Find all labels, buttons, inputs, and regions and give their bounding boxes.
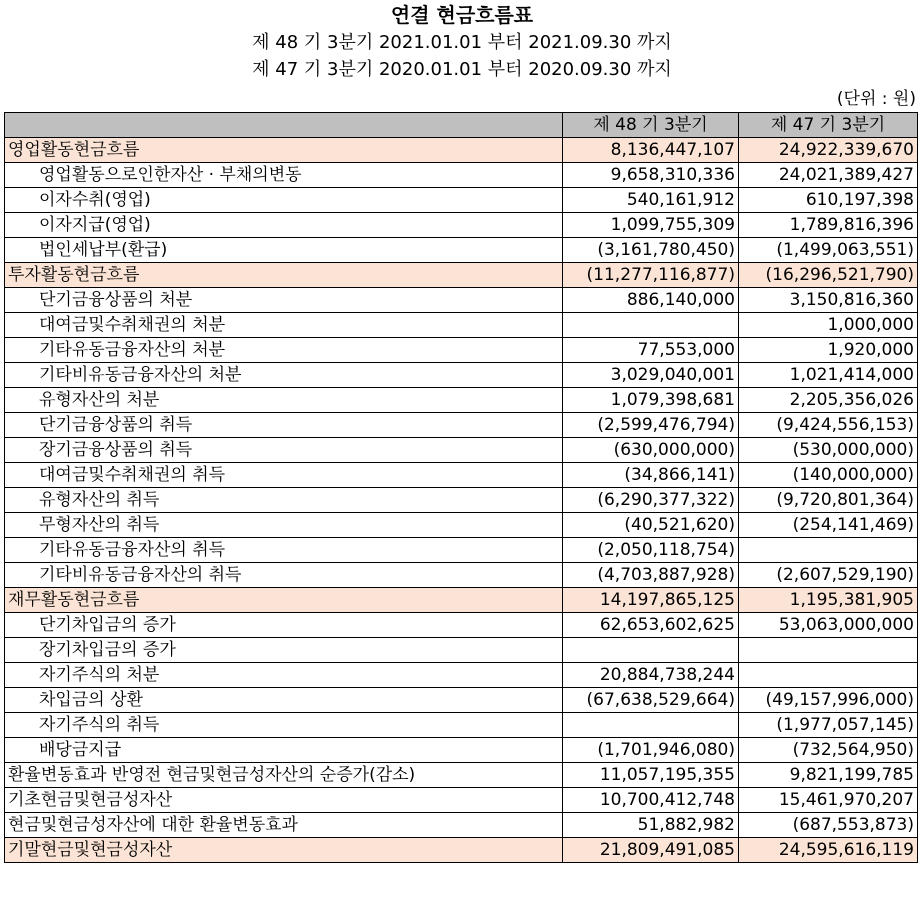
value-prior: (9,424,556,153) xyxy=(739,413,918,438)
value-current: 540,161,912 xyxy=(563,188,739,213)
table-row xyxy=(5,388,918,413)
value-current: (630,000,000) xyxy=(563,438,739,463)
value-prior: 9,821,199,785 xyxy=(739,763,918,788)
row-label: 차입금의 상환 xyxy=(5,688,563,713)
table-row xyxy=(5,788,918,813)
value-current: 10,700,412,748 xyxy=(563,788,739,813)
value-current: 3,029,040,001 xyxy=(563,363,739,388)
table-row xyxy=(5,488,918,513)
value-prior: (1,977,057,145) xyxy=(739,713,918,738)
table-row xyxy=(5,538,918,563)
row-label: 기타비유동금융자산의 처분 xyxy=(5,363,563,388)
row-label: 단기차입금의 증가 xyxy=(5,613,563,638)
value-prior: 1,195,381,905 xyxy=(739,588,918,613)
period-prior: 제 47 기 3분기 2020.01.01 부터 2020.09.30 까지 xyxy=(252,59,672,80)
row-label: 대여금및수취채권의 취득 xyxy=(5,463,563,488)
value-current: 1,079,398,681 xyxy=(563,388,739,413)
unit-label: (단위 : 원) xyxy=(836,89,916,109)
value-prior: (254,141,469) xyxy=(739,513,918,538)
row-label: 이자수취(영업) xyxy=(5,188,563,213)
value-current xyxy=(563,638,739,663)
table-row xyxy=(5,638,918,663)
table-row xyxy=(5,288,918,313)
row-label: 단기금융상품의 처분 xyxy=(5,288,563,313)
row-label: 기타유동금융자산의 처분 xyxy=(5,338,563,363)
row-label: 법인세납부(환급) xyxy=(5,238,563,263)
row-label: 장기금융상품의 취득 xyxy=(5,438,563,463)
row-label: 대여금및수취채권의 처분 xyxy=(5,313,563,338)
table-row xyxy=(5,513,918,538)
column-header-label xyxy=(5,113,563,138)
value-current: 62,653,602,625 xyxy=(563,613,739,638)
value-prior xyxy=(739,538,918,563)
table-row xyxy=(5,413,918,438)
table-row xyxy=(5,613,918,638)
value-current xyxy=(563,313,739,338)
value-current: (2,599,476,794) xyxy=(563,413,739,438)
table-row xyxy=(5,338,918,363)
value-prior xyxy=(739,638,918,663)
value-prior: (732,564,950) xyxy=(739,738,918,763)
value-current: 11,057,195,355 xyxy=(563,763,739,788)
value-current: (40,521,620) xyxy=(563,513,739,538)
row-label: 영업활동으로인한자산 · 부채의변동 xyxy=(5,163,563,188)
table-row xyxy=(5,713,918,738)
table-row xyxy=(5,763,918,788)
value-prior: 610,197,398 xyxy=(739,188,918,213)
value-prior: (9,720,801,364) xyxy=(739,488,918,513)
row-label: 기타유동금융자산의 취득 xyxy=(5,538,563,563)
table-row xyxy=(5,363,918,388)
table-row xyxy=(5,738,918,763)
row-label: 유형자산의 취득 xyxy=(5,488,563,513)
row-label: 이자지급(영업) xyxy=(5,213,563,238)
value-current: 77,553,000 xyxy=(563,338,739,363)
value-current: (4,703,887,928) xyxy=(563,563,739,588)
table-row xyxy=(5,313,918,338)
value-prior: (16,296,521,790) xyxy=(739,263,918,288)
row-label: 자기주식의 처분 xyxy=(5,663,563,688)
value-prior: 1,920,000 xyxy=(739,338,918,363)
value-prior xyxy=(739,663,918,688)
row-label: 영업활동현금흐름 xyxy=(5,138,563,163)
table-row xyxy=(5,813,918,838)
value-current: 886,140,000 xyxy=(563,288,739,313)
value-current: 21,809,491,085 xyxy=(563,838,739,863)
table-row xyxy=(5,563,918,588)
table-header-row xyxy=(5,113,918,138)
column-header-prior: 제 47 기 3분기 xyxy=(739,113,918,138)
value-prior: (530,000,000) xyxy=(739,438,918,463)
section-row xyxy=(5,263,918,288)
value-current: 9,658,310,336 xyxy=(563,163,739,188)
column-header-current: 제 48 기 3분기 xyxy=(563,113,739,138)
row-label: 유형자산의 처분 xyxy=(5,388,563,413)
cash-flow-table xyxy=(4,112,918,863)
value-current: (3,161,780,450) xyxy=(563,238,739,263)
value-current: 51,882,982 xyxy=(563,813,739,838)
value-prior: 2,205,356,026 xyxy=(739,388,918,413)
value-current: 8,136,447,107 xyxy=(563,138,739,163)
row-label: 투자활동현금흐름 xyxy=(5,263,563,288)
value-prior: 24,021,389,427 xyxy=(739,163,918,188)
row-label: 재무활동현금흐름 xyxy=(5,588,563,613)
value-prior: (1,499,063,551) xyxy=(739,238,918,263)
value-prior: 1,789,816,396 xyxy=(739,213,918,238)
value-prior: (687,553,873) xyxy=(739,813,918,838)
table-row xyxy=(5,238,918,263)
value-current: 20,884,738,244 xyxy=(563,663,739,688)
section-row xyxy=(5,838,918,863)
row-label: 장기차입금의 증가 xyxy=(5,638,563,663)
value-prior: 15,461,970,207 xyxy=(739,788,918,813)
value-current xyxy=(563,713,739,738)
table-row xyxy=(5,188,918,213)
row-label: 무형자산의 취득 xyxy=(5,513,563,538)
value-current: (6,290,377,322) xyxy=(563,488,739,513)
value-current: (1,701,946,080) xyxy=(563,738,739,763)
row-label: 환율변동효과 반영전 현금및현금성자산의 순증가(감소) xyxy=(5,763,563,788)
value-prior: (140,000,000) xyxy=(739,463,918,488)
value-current: (11,277,116,877) xyxy=(563,263,739,288)
row-label: 단기금융상품의 취득 xyxy=(5,413,563,438)
value-prior: 53,063,000,000 xyxy=(739,613,918,638)
page-title: 연결 현금흐름표 xyxy=(390,3,534,27)
row-label: 기타비유동금융자산의 취득 xyxy=(5,563,563,588)
period-current: 제 48 기 3분기 2021.01.01 부터 2021.09.30 까지 xyxy=(252,32,672,53)
value-current: 1,099,755,309 xyxy=(563,213,739,238)
value-prior: (2,607,529,190) xyxy=(739,563,918,588)
value-current: (34,866,141) xyxy=(563,463,739,488)
table-row xyxy=(5,438,918,463)
row-label: 배당금지급 xyxy=(5,738,563,763)
table-row xyxy=(5,213,918,238)
section-row xyxy=(5,588,918,613)
value-prior: 3,150,816,360 xyxy=(739,288,918,313)
row-label: 기초현금및현금성자산 xyxy=(5,788,563,813)
section-row xyxy=(5,138,918,163)
value-prior: 1,000,000 xyxy=(739,313,918,338)
table-row xyxy=(5,663,918,688)
row-label: 자기주식의 취득 xyxy=(5,713,563,738)
value-prior: 24,922,339,670 xyxy=(739,138,918,163)
table-row xyxy=(5,688,918,713)
value-current: (2,050,118,754) xyxy=(563,538,739,563)
row-label: 기말현금및현금성자산 xyxy=(5,838,563,863)
value-prior: 1,021,414,000 xyxy=(739,363,918,388)
table-row xyxy=(5,163,918,188)
value-current: 14,197,865,125 xyxy=(563,588,739,613)
value-prior: 24,595,616,119 xyxy=(739,838,918,863)
value-prior: (49,157,996,000) xyxy=(739,688,918,713)
value-current: (67,638,529,664) xyxy=(563,688,739,713)
table-row xyxy=(5,463,918,488)
row-label: 현금및현금성자산에 대한 환율변동효과 xyxy=(5,813,563,838)
